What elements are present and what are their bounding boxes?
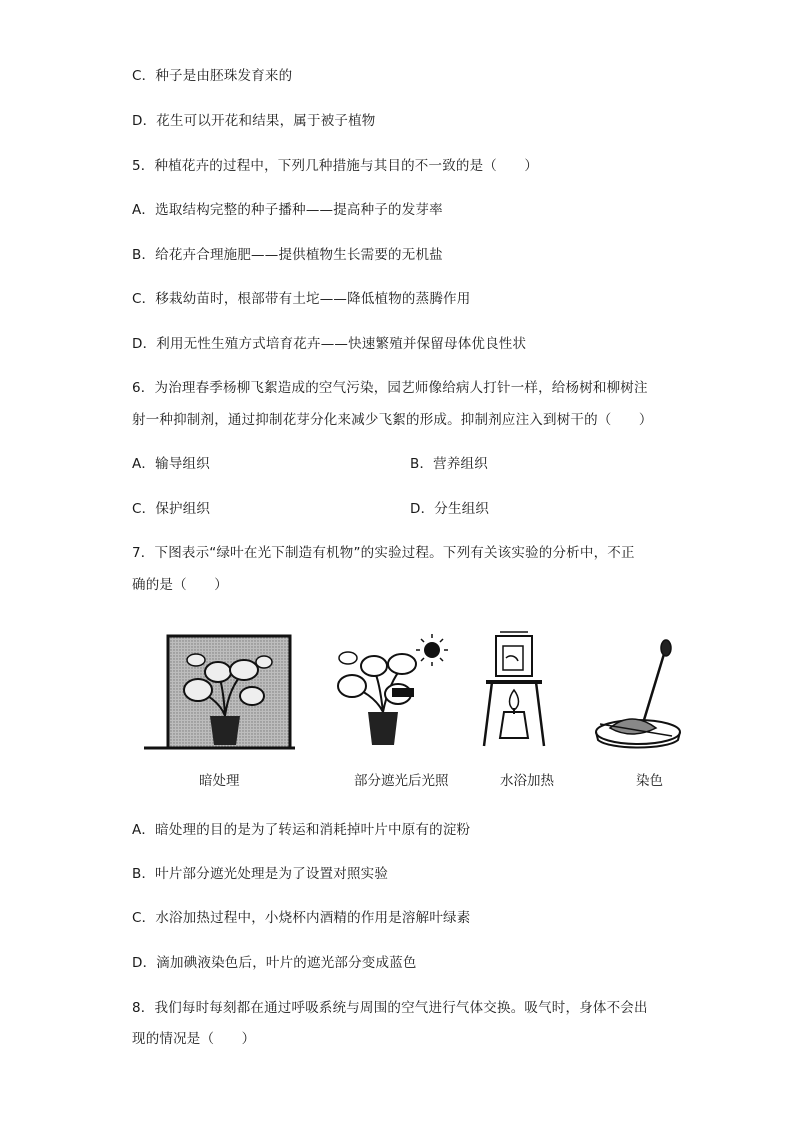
staining-panel <box>596 640 680 748</box>
q5-option-c: C．移栽幼苗时，根部带有土坨——降低植物的蒸腾作用 <box>132 291 471 307</box>
q7-option-b: B．叶片部分遮光处理是为了设置对照实验 <box>132 866 389 882</box>
q6-option-c: C．保护组织 <box>132 501 211 517</box>
caption-water-bath: 水浴加热 <box>500 773 554 789</box>
q5-option-a: A．选取结构完整的种子播种——提高种子的发芽率 <box>132 202 443 218</box>
dark-treatment-panel <box>144 636 295 748</box>
q7-option-c: C．水浴加热过程中，小烧杯内酒精的作用是溶解叶绿素 <box>132 910 471 926</box>
q6-option-a: A．输导组织 <box>132 456 210 472</box>
q8-stem-line2: 现的情况是（ ） <box>132 1031 256 1047</box>
caption-partial-shading: 部分遮光后光照 <box>354 773 449 789</box>
q6-option-d: D．分生组织 <box>410 501 490 517</box>
experiment-illustration <box>140 628 700 758</box>
partial-shading-panel <box>338 634 448 745</box>
q8-stem-line1: 8．我们每时每刻都在通过呼吸系统与周围的空气进行气体交换。吸气时，身体不会出 <box>132 1000 648 1016</box>
caption-dark-treatment: 暗处理 <box>199 773 240 789</box>
q4-option-c: C．种子是由胚珠发育来的 <box>132 68 293 84</box>
q5-option-b: B．给花卉合理施肥——提供植物生长需要的无机盐 <box>132 247 443 263</box>
q5-option-d: D．利用无性生殖方式培育花卉——快速繁殖并保留母体优良性状 <box>132 336 527 352</box>
q6-stem-line1: 6．为治理春季杨柳飞絮造成的空气污染，园艺师像给病人打针一样，给杨树和柳树注 <box>132 380 648 396</box>
q6-stem-line2: 射一种抑制剂，通过抑制花芽分化来减少飞絮的形成。抑制剂应注入到树干的（ ） <box>132 412 653 428</box>
q4-option-d: D．花生可以开花和结果，属于被子植物 <box>132 113 376 129</box>
q7-option-a: A．暗处理的目的是为了转运和消耗掉叶片中原有的淀粉 <box>132 822 471 838</box>
water-bath-panel <box>484 632 544 746</box>
q5-stem: 5．种植花卉的过程中，下列几种措施与其目的不一致的是（ ） <box>132 158 539 174</box>
q6-option-b: B．营养组织 <box>410 456 488 472</box>
caption-staining: 染色 <box>636 773 663 789</box>
q7-option-d: D．滴加碘液染色后，叶片的遮光部分变成蓝色 <box>132 955 417 971</box>
experiment-figure <box>140 628 700 758</box>
q7-stem-line2: 确的是（ ） <box>132 577 228 593</box>
q7-stem-line1: 7．下图表示“绿叶在光下制造有机物”的实验过程。下列有关该实验的分析中，不正 <box>132 545 635 561</box>
